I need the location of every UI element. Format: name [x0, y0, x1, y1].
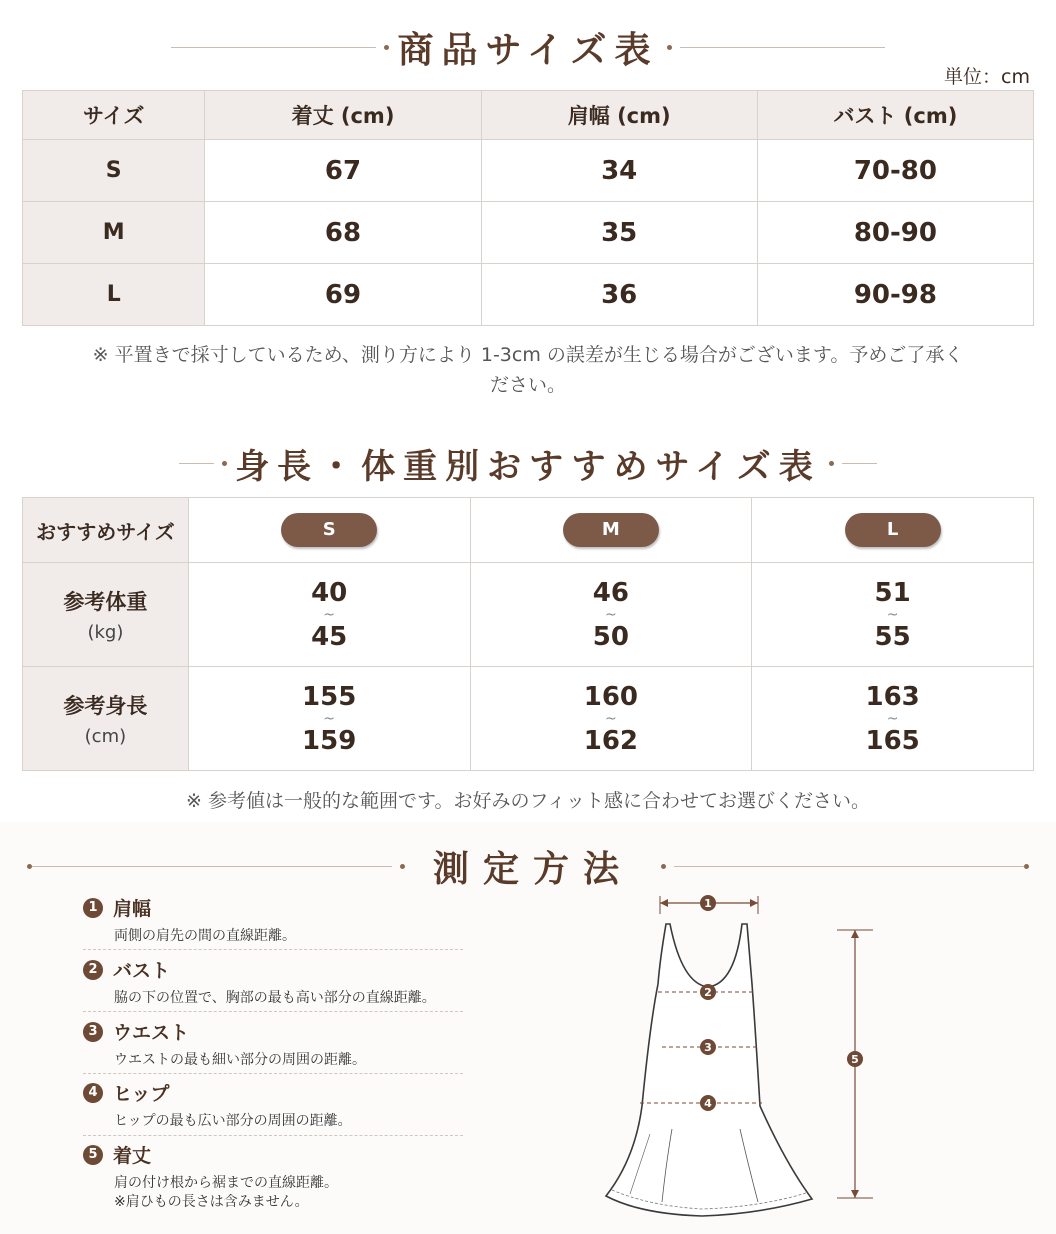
number-badge: 2	[83, 960, 103, 980]
measure-item-bust	[83, 956, 463, 1008]
number-badge: 1	[83, 898, 103, 918]
measure-item-desc: ウエストの最も細い部分の周囲の距離。	[114, 1052, 366, 1068]
svg-text:1: 1	[704, 897, 712, 910]
shoulder-cell: 34	[481, 140, 757, 202]
size-cell: S	[23, 140, 205, 202]
measure-item-head	[83, 1141, 463, 1168]
title-dot	[667, 45, 672, 50]
length-cell: 68	[205, 202, 481, 264]
table-header-row	[23, 91, 1034, 140]
range-to: 159	[302, 725, 357, 756]
dress-diagram	[590, 884, 890, 1224]
number-badge: 5	[83, 1145, 103, 1165]
recommend-note: ※ 参考値は一般的な範囲です。お好みのフィット感に合わせてお選びください。	[186, 790, 870, 812]
title-divider-right	[842, 463, 877, 464]
measure-item-head	[83, 1018, 463, 1045]
size-chart-note	[0, 340, 1056, 400]
diagram-marker	[700, 984, 716, 1000]
range-from: 163	[865, 681, 920, 712]
range-to: 55	[874, 621, 911, 652]
range-from: 40	[311, 577, 348, 608]
height-cell	[188, 667, 470, 771]
size-pill: S	[281, 513, 377, 547]
title-dot	[400, 864, 405, 869]
weight-cell	[188, 563, 470, 667]
divider	[83, 1011, 463, 1012]
size-chart-title: 商品サイズ表	[397, 28, 659, 71]
table-row	[23, 202, 1034, 264]
title-dot	[1024, 864, 1029, 869]
measure-item-name: 肩幅	[113, 898, 152, 920]
measure-section	[0, 822, 1056, 1234]
title-dot	[829, 461, 834, 466]
title-dot	[384, 45, 389, 50]
weight-unit: (kg)	[87, 622, 124, 643]
svg-text:5: 5	[851, 1053, 859, 1066]
height-cell	[470, 667, 752, 771]
length-cell: 67	[205, 140, 481, 202]
size-pill: M	[563, 513, 659, 547]
range-from: 160	[583, 681, 639, 712]
note-line: ださい。	[489, 374, 566, 396]
title-divider-left	[171, 47, 376, 48]
recommend-title-row	[0, 438, 1056, 488]
shoulder-cell: 35	[481, 202, 757, 264]
title-dot	[222, 461, 227, 466]
measure-item-head	[83, 1079, 463, 1106]
tilde: ~	[323, 606, 336, 623]
size-pill-cell	[752, 498, 1034, 563]
arrowhead	[750, 899, 758, 907]
measure-item-head	[83, 956, 463, 983]
range-from: 46	[592, 577, 629, 608]
title-divider-left	[179, 463, 214, 464]
measure-item-name: ヒップ	[113, 1083, 170, 1105]
weight-label: 参考体重	[63, 590, 148, 614]
tilde: ~	[886, 710, 899, 727]
table-row	[23, 264, 1034, 326]
recommend-header-label: おすすめサイズ	[23, 498, 189, 563]
height-unit: (cm)	[84, 726, 127, 747]
svg-text:3: 3	[704, 1041, 712, 1054]
diagram-marker	[700, 895, 716, 911]
height-cell	[752, 667, 1034, 771]
size-pill-cell	[188, 498, 470, 563]
weight-cell	[470, 563, 752, 667]
diagram-marker	[700, 1039, 716, 1055]
arrowhead	[851, 930, 859, 938]
measure-item-desc: 肩の付け根から裾までの直線距離。	[114, 1175, 338, 1191]
size-cell: M	[23, 202, 205, 264]
bust-cell: 80-90	[757, 202, 1033, 264]
measure-item-name: 着丈	[113, 1145, 152, 1167]
table-header: バスト (cm)	[757, 91, 1033, 140]
measure-item-desc: 両側の肩先の間の直線距離。	[114, 928, 296, 944]
tilde: ~	[323, 710, 336, 727]
range-from: 51	[874, 577, 911, 608]
size-chart-title-row	[0, 22, 1056, 72]
range-to: 162	[583, 725, 639, 756]
measure-item-note: ※肩ひもの長さは含みません。	[114, 1194, 309, 1210]
weight-label-cell	[23, 563, 189, 667]
size-pill: L	[845, 513, 941, 547]
arrowhead	[660, 899, 668, 907]
dress-outline	[606, 924, 812, 1216]
diagram-marker	[700, 1095, 716, 1111]
bust-cell: 70-80	[757, 140, 1033, 202]
measure-item-length	[83, 1141, 463, 1212]
tilde: ~	[605, 710, 617, 727]
size-pill-cell	[470, 498, 752, 563]
range-to: 165	[865, 725, 920, 756]
measure-title: 測定方法	[432, 847, 633, 890]
range-from: 155	[302, 681, 357, 712]
height-label: 参考身長	[63, 694, 148, 718]
note-line: ※ 平置きで採寸しているため、測り方により 1-3cm の誤差が生じる場合がございます。予めご了承く	[92, 344, 964, 366]
tilde: ~	[605, 606, 617, 623]
measure-item-head	[83, 894, 463, 921]
range-to: 45	[311, 621, 348, 652]
table-row	[23, 563, 1034, 667]
measure-item-desc: 脇の下の位置で、胸部の最も高い部分の直線距離。	[114, 990, 436, 1006]
arrowhead	[851, 1190, 859, 1198]
measure-item-desc: ヒップの最も広い部分の周囲の距離。	[114, 1113, 352, 1129]
table-header: サイズ	[23, 91, 205, 140]
shoulder-cell: 36	[481, 264, 757, 326]
table-row	[23, 667, 1034, 771]
number-badge: 4	[83, 1083, 103, 1103]
svg-text:2: 2	[704, 986, 712, 999]
height-label-cell	[23, 667, 189, 771]
range-to: 50	[592, 621, 629, 652]
measure-item-name: ウエスト	[113, 1022, 190, 1044]
measure-item-name: バスト	[113, 960, 171, 982]
title-divider-right	[674, 866, 1024, 867]
size-chart-table	[22, 90, 1034, 326]
title-divider-left	[32, 866, 392, 867]
table-header: 肩幅 (cm)	[481, 91, 757, 140]
diagram-marker	[847, 1051, 863, 1067]
tilde: ~	[886, 606, 899, 623]
length-cell: 69	[205, 264, 481, 326]
divider	[83, 949, 463, 950]
recommend-table	[22, 497, 1034, 771]
divider	[83, 1073, 463, 1074]
measure-item-hip	[83, 1079, 463, 1131]
table-row	[23, 140, 1034, 202]
table-row	[23, 498, 1034, 563]
size-cell: L	[23, 264, 205, 326]
bust-cell: 90-98	[757, 264, 1033, 326]
divider	[83, 1135, 463, 1136]
measure-title-row	[0, 838, 1056, 894]
svg-text:4: 4	[704, 1097, 712, 1110]
unit-label: 単位：cm	[944, 66, 1030, 88]
title-dot	[661, 864, 666, 869]
recommend-title: 身長・体重別おすすめサイズ表	[235, 446, 821, 487]
table-header: 着丈 (cm)	[205, 91, 481, 140]
number-badge: 3	[83, 1022, 103, 1042]
weight-cell	[752, 563, 1034, 667]
title-divider-right	[680, 47, 885, 48]
measure-item-waist	[83, 1018, 463, 1070]
measure-item-shoulder	[83, 894, 463, 946]
